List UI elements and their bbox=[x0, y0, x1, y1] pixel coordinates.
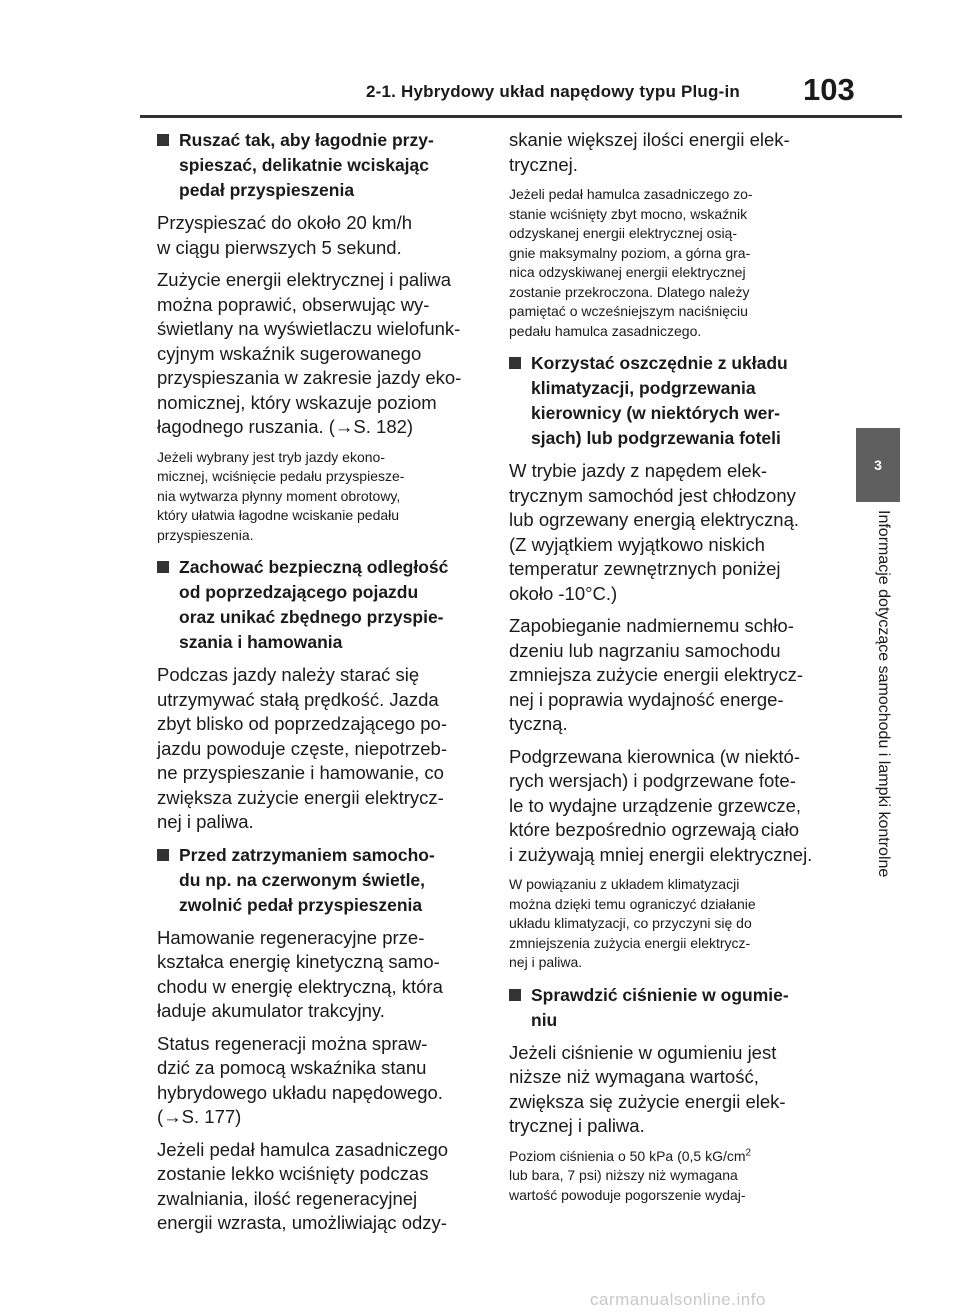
section-title: 2-1. Hybrydowy układ napędowy typu Plug-in bbox=[366, 82, 740, 101]
note-line: Poziom ciśnienia o 50 kPa (0,5 $kG/cm^2$ bbox=[509, 1146, 752, 1164]
text-line: Przed zatrzymaniem samocho- bbox=[179, 844, 435, 865]
text-line: pedał przyspieszenia bbox=[179, 180, 355, 200]
text-line: W trybie jazdy z napędem elek- bbox=[509, 460, 768, 481]
paragraph bbox=[509, 459, 829, 606]
text-line: i zużywają mniej energii elektrycznej. bbox=[509, 843, 813, 865]
text-line: trycznej. bbox=[509, 153, 578, 175]
text-line: zwolnić pedał przyspieszenia bbox=[179, 894, 423, 915]
text-line: Ruszać tak, aby łagodnie przy- bbox=[179, 130, 434, 150]
paragraph bbox=[509, 745, 829, 868]
text-line: świetlany na wyświetlaczu wielofunk- bbox=[157, 318, 461, 339]
text-line: sjach) lub podgrzewania foteli bbox=[531, 428, 781, 448]
text-line: zostanie przekroczona. Dlatego należy bbox=[509, 283, 750, 300]
text-line: temperatur zewnętrznych poniżej bbox=[509, 558, 781, 579]
chapter-number: 3 bbox=[874, 457, 882, 473]
text-line: tyczną. bbox=[509, 713, 568, 734]
square-bullet-icon bbox=[157, 561, 169, 573]
note bbox=[157, 448, 475, 546]
text-line: zwiększa zużycie energii elektrycz- bbox=[157, 786, 444, 808]
text-line: niższe niż wymagana wartość, bbox=[509, 1066, 759, 1087]
text-line: lub ogrzewany energią elektryczną. bbox=[509, 509, 799, 530]
text-line: układu klimatyzacji, co przyczyni się do bbox=[509, 915, 752, 931]
text-line: Podgrzewana kierownica (w niektó- bbox=[509, 745, 800, 767]
text-line: przyspieszenia. bbox=[157, 526, 254, 543]
text-line: klimatyzacji, podgrzewania bbox=[531, 378, 756, 398]
text-line: Jeżeli pedał hamulca zasadniczego bbox=[157, 1138, 449, 1160]
paragraph bbox=[157, 926, 475, 1024]
section-heading bbox=[157, 843, 475, 918]
paragraph bbox=[509, 1041, 829, 1139]
text-line: Zużycie energii elektrycznej i paliwa bbox=[157, 269, 452, 290]
page-number: 103 bbox=[803, 72, 855, 107]
text-line: Sprawdzić ciśnienie w ogumie- bbox=[531, 984, 789, 1005]
text-line: wartość powoduje pogorszenie wydaj- bbox=[509, 1186, 746, 1203]
note bbox=[509, 875, 829, 973]
text-line: zbyt blisko od poprzedzającego po- bbox=[157, 713, 448, 734]
text-line: odzyskanej energii elektrycznej osią- bbox=[509, 225, 737, 241]
text-line: nej i paliwa. bbox=[157, 811, 254, 832]
text-line: W powiązaniu z układem klimatyzacji bbox=[509, 876, 740, 892]
text-line: niu bbox=[531, 1009, 558, 1030]
note bbox=[509, 185, 829, 341]
paragraph bbox=[157, 211, 475, 260]
header-divider bbox=[140, 115, 902, 118]
text-line: który ułatwia łagodne wciskanie pedału bbox=[157, 507, 400, 523]
text-line: du np. na czerwonym świetle, bbox=[179, 869, 426, 890]
text-line: stanie wciśnięty zbyt mocno, wskaźnik bbox=[509, 205, 748, 222]
text-line: trycznej i paliwa. bbox=[509, 1115, 645, 1136]
text-line: można dzięki temu ograniczyć działanie bbox=[509, 895, 756, 912]
paragraph bbox=[509, 128, 829, 177]
paragraph bbox=[157, 1032, 475, 1130]
section-heading bbox=[157, 555, 475, 655]
text-line: Jeżeli pedał hamulca zasadniczego zo- bbox=[509, 186, 753, 202]
text-line: w ciągu pierwszych 5 sekund. bbox=[157, 236, 402, 258]
text-line: ne przyspieszanie i hamowanie, co bbox=[157, 762, 444, 783]
text-line: Jeżeli wybrany jest tryb jazdy ekono- bbox=[157, 448, 385, 465]
text-line: oraz unikać zbędnego przyspie- bbox=[179, 607, 444, 627]
text-line: dzić za pomocą wskaźnika stanu bbox=[157, 1057, 427, 1078]
section-heading bbox=[509, 351, 829, 451]
text-line: nomicznej, który wskazuje poziom bbox=[157, 391, 437, 413]
text-line: ładuje akumulator trakcyjny. bbox=[157, 1000, 385, 1021]
text-line: zostanie lekko wciśnięty podczas bbox=[157, 1163, 429, 1184]
chapter-tab bbox=[856, 428, 900, 502]
square-bullet-icon bbox=[157, 134, 169, 146]
text-line: Hamowanie regeneracyjne prze- bbox=[157, 926, 425, 948]
section-heading bbox=[509, 983, 829, 1033]
text-line: kierownicy (w niektórych wer- bbox=[531, 403, 780, 423]
text-line: nica odzyskiwanej energii elektrycznej bbox=[509, 264, 746, 280]
paragraph bbox=[157, 663, 475, 835]
square-bullet-icon bbox=[509, 357, 521, 369]
paragraph bbox=[509, 614, 829, 737]
square-bullet-icon bbox=[157, 849, 169, 861]
paragraph bbox=[157, 1138, 475, 1236]
text-line: zwiększa się zużycie energii elek- bbox=[509, 1090, 786, 1112]
text-line: dzeniu lub nagrzaniu samochodu bbox=[509, 639, 781, 661]
left-column bbox=[157, 128, 475, 1244]
text-line: (Z wyjątkiem wyjątkowo niskich bbox=[509, 533, 765, 555]
text-line: spieszać, delikatnie wciskając bbox=[179, 155, 430, 175]
chapter-label: Informacje dotyczące samochodu i lampki kontrolne bbox=[875, 510, 892, 878]
text-line: Podczas jazdy należy starać się bbox=[157, 664, 420, 685]
text-line: kształca energię kinetyczną samo- bbox=[157, 951, 440, 972]
text-line: hybrydowego układu napędowego. bbox=[157, 1081, 443, 1103]
text-line: około -10°C.) bbox=[509, 582, 618, 604]
text-line: które bezpośrednio ogrzewają ciało bbox=[509, 819, 800, 840]
text-line: szania i hamowania bbox=[179, 632, 343, 652]
text-line: Zachować bezpieczną odległość bbox=[179, 557, 449, 577]
square-bullet-icon bbox=[509, 989, 521, 1001]
superscript: 2 bbox=[745, 1146, 752, 1158]
text-line: łagodnego ruszania. (→S. 182) bbox=[157, 416, 414, 437]
text-line: zmniejszenia zużycia energii elektrycz- bbox=[509, 934, 751, 951]
text-line: jazdu powoduje częste, niepotrzeb- bbox=[157, 737, 448, 759]
text-line: chodu w energię elektryczną, która bbox=[157, 975, 443, 997]
text-line: rych wersjach) i podgrzewane fote- bbox=[509, 770, 796, 791]
note bbox=[509, 1147, 829, 1206]
text-line: od poprzedzającego pojazdu bbox=[179, 582, 419, 602]
text-line: gnie maksymalny poziom, a górna gra- bbox=[509, 244, 751, 261]
text-line: utrzymywać stałą prędkość. Jazda bbox=[157, 688, 439, 710]
text-line: przyspieszania w zakresie jazdy eko- bbox=[157, 367, 462, 388]
text-line: micznej, wciśnięcie pedału przyspiesze- bbox=[157, 468, 405, 484]
text-line: pamiętać o wcześniejszym naciśnięciu bbox=[509, 303, 748, 319]
paragraph bbox=[157, 268, 475, 440]
text-line: energii wzrasta, umożliwiając odzy- bbox=[157, 1212, 447, 1233]
section-heading bbox=[157, 128, 475, 203]
text-line: (→S. 177) bbox=[157, 1106, 242, 1127]
text-line: Status regeneracji można spraw- bbox=[157, 1032, 428, 1054]
text-line: zwalniania, ilość regeneracyjnej bbox=[157, 1187, 418, 1209]
text-line: Przyspieszać do około 20 km/h bbox=[157, 212, 413, 233]
right-column bbox=[509, 128, 829, 1215]
text-line: można poprawić, obserwując wy- bbox=[157, 293, 430, 315]
text-line: skanie większej ilości energii elek- bbox=[509, 129, 790, 150]
text-line: le to wydajne urządzenie grzewcze, bbox=[509, 794, 802, 816]
text-line: nia wytwarza płynny moment obrotowy, bbox=[157, 487, 401, 504]
text-line: Jeżeli ciśnienie w ogumieniu jest bbox=[509, 1041, 777, 1063]
text-line: nej i poprawia wydajność energe- bbox=[509, 688, 784, 710]
text-line: zmniejsza zużycie energii elektrycz- bbox=[509, 664, 804, 685]
text-line: cyjnym wskaźnik sugerowanego bbox=[157, 342, 422, 364]
text-line: lub bara, 7 psi) niższy niż wymagana bbox=[509, 1167, 738, 1183]
text-line: trycznym samochód jest chłodzony bbox=[509, 484, 796, 506]
watermark: carmanualsonline.info bbox=[590, 1290, 766, 1309]
text-line: Zapobieganie nadmiernemu schło- bbox=[509, 615, 794, 636]
text-line: nej i paliwa. bbox=[509, 954, 583, 970]
text-line: pedału hamulca zasadniczego. bbox=[509, 322, 702, 339]
text-line: Korzystać oszczędnie z układu bbox=[531, 353, 788, 373]
